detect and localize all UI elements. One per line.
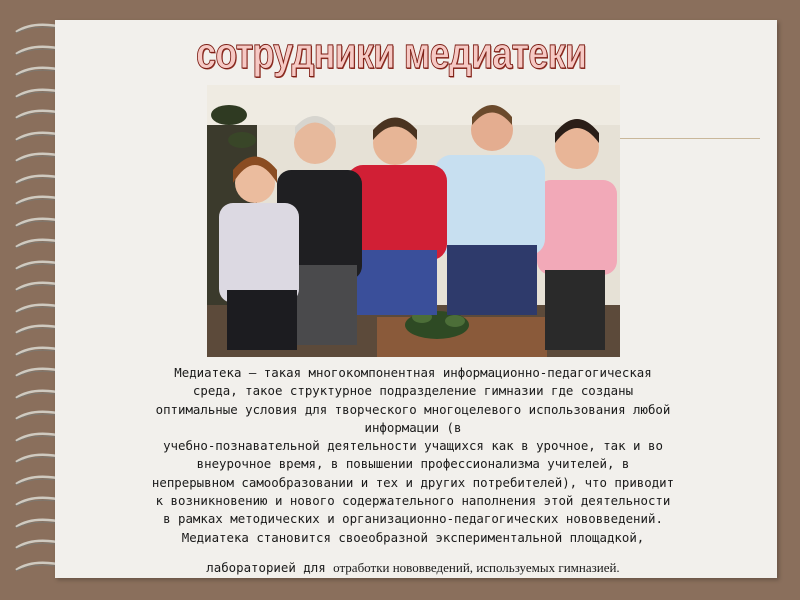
paragraph-line: непрерывном самообразовании и тех и других потребителей), что приводит	[151, 474, 675, 490]
group-photo-icon	[207, 85, 620, 357]
paragraph-last-line	[83, 559, 743, 577]
paragraph-line: Медиатека становится своеобразной экспериментальной площадкой,	[181, 529, 645, 545]
paragraph-line: информации (в	[364, 419, 462, 435]
paragraph-line: к возникновению и нового содержательного наполнения этой деятельности	[155, 493, 671, 509]
paragraph-line: оптимальные условия для творческого многоцелевого использования любой	[155, 401, 671, 417]
paragraph-line: учебно-познавательной деятельности учащихся как в урочное, так и во	[163, 438, 663, 454]
paragraph-last-line-end: отработки нововведений, используемых гимназией.	[333, 559, 620, 575]
paragraph-last-line-start: лабораторией для	[206, 559, 334, 575]
description-paragraph	[83, 364, 743, 577]
slide-title: сотрудники медиатеки	[196, 29, 587, 78]
staff-group-photo	[207, 85, 620, 357]
paragraph-line: Медиатека – такая многокомпонентная информационно-педагогическая	[174, 365, 652, 380]
paragraph-line: в рамках методических и организационно-педагогических нововведений.	[163, 511, 663, 527]
paragraph-line: среда, такое структурное подразделение гимназии где созданы	[192, 383, 634, 399]
paragraph-line: внеурочное время, в повышении профессионализма учителей, в	[196, 456, 630, 472]
